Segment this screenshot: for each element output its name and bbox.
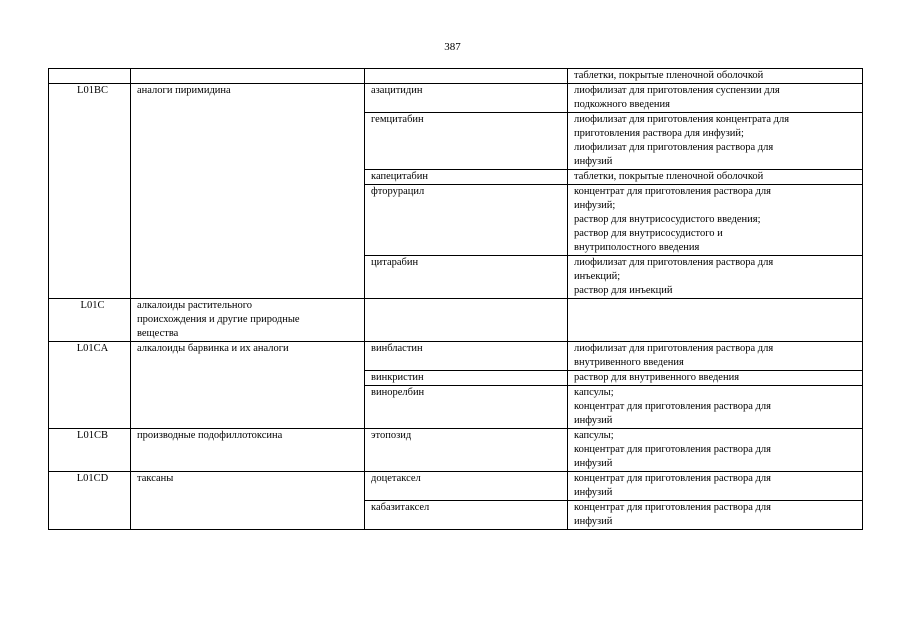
dosage-form-line: раствор для внутрисосудистого введения; [574, 214, 761, 225]
dosage-forms-cell [568, 113, 863, 170]
dosage-form-line: приготовления раствора для инфузий; [574, 128, 744, 139]
group-cell [131, 501, 365, 530]
table-row [49, 472, 863, 501]
dosage-form-line: таблетки, покрытые пленочной оболочкой [574, 171, 764, 182]
table-row [49, 501, 863, 530]
drug-name-cell [365, 299, 568, 342]
dosage-form-line: инфузий [574, 415, 613, 426]
dosage-form-line: инфузий [574, 516, 613, 527]
group-cell [131, 299, 365, 342]
atc-code-cell: L01CA [49, 342, 131, 371]
dosage-form-line: инфузий [574, 156, 613, 167]
dosage-form-line: раствор для внутрисосудистого и [574, 228, 723, 239]
atc-code-cell [49, 371, 131, 386]
drug-name-cell: винорелбин [365, 386, 568, 429]
dosage-forms-cell [568, 429, 863, 472]
drug-name-cell [365, 69, 568, 84]
drug-name-cell: доцетаксел [365, 472, 568, 501]
table-row [49, 299, 863, 342]
dosage-form-line: инъекций; [574, 271, 621, 282]
dosage-form-line: концентрат для приготовления раствора для [574, 401, 771, 412]
atc-code-cell: L01CB [49, 429, 131, 472]
dosage-form-line: концентрат для приготовления раствора для [574, 444, 771, 455]
dosage-form-line: подкожного введения [574, 99, 670, 110]
drug-name-cell: этопозид [365, 429, 568, 472]
dosage-form-line: лиофилизат для приготовления концентрата для [574, 114, 790, 125]
dosage-forms-cell [568, 185, 863, 256]
table-row [49, 69, 863, 84]
atc-code-cell [49, 69, 131, 84]
atc-code-cell [49, 170, 131, 185]
dosage-forms-cell [568, 256, 863, 299]
dosage-forms-cell [568, 371, 863, 386]
drug-classification-table [48, 68, 863, 530]
table-row [49, 256, 863, 299]
group-cell [131, 84, 365, 113]
atc-code-cell: L01BC [49, 84, 131, 113]
group-cell [131, 429, 365, 472]
dosage-form-line: раствор для внутривенного введения [574, 372, 740, 383]
group-name-line: таксаны [137, 473, 174, 484]
atc-code-cell [49, 113, 131, 170]
drug-name-cell: винкристин [365, 371, 568, 386]
table-row [49, 113, 863, 170]
group-name-line: алкалоиды растительного [137, 300, 253, 311]
dosage-forms-cell [568, 472, 863, 501]
dosage-form-line: инфузий [574, 458, 613, 469]
group-cell [131, 185, 365, 256]
dosage-form-line: капсулы; [574, 430, 614, 441]
dosage-form-line: капсулы; [574, 387, 614, 398]
dosage-forms-cell [568, 84, 863, 113]
group-cell [131, 69, 365, 84]
dosage-form-line: таблетки, покрытые пленочной оболочкой [574, 70, 764, 81]
dosage-form-line: лиофилизат для приготовления раствора для [574, 257, 774, 268]
drug-name-cell: кабазитаксел [365, 501, 568, 530]
dosage-form-line: внутривенного введения [574, 357, 684, 368]
group-name-line: происхождения и другие природные [137, 314, 300, 325]
dosage-form-line: концентрат для приготовления раствора для [574, 473, 771, 484]
group-name-line: вещества [137, 328, 179, 339]
drug-name-cell: капецитабин [365, 170, 568, 185]
drug-name-cell: фторурацил [365, 185, 568, 256]
group-cell [131, 170, 365, 185]
dosage-forms-cell [568, 342, 863, 371]
dosage-forms-cell [568, 170, 863, 185]
atc-code-cell [49, 185, 131, 256]
dosage-form-line: инфузий; [574, 200, 616, 211]
dosage-forms-cell [568, 501, 863, 530]
table-row [49, 429, 863, 472]
page-number: 387 [444, 41, 461, 53]
dosage-form-line: инфузий [574, 487, 613, 498]
drug-name-cell: азацитидин [365, 84, 568, 113]
group-cell [131, 371, 365, 386]
dosage-form-line: лиофилизат для приготовления суспензии для [574, 85, 780, 96]
group-cell [131, 113, 365, 170]
group-name-line: производные подофиллотоксина [137, 430, 283, 441]
group-name-line: аналоги пиримидина [137, 85, 231, 96]
group-cell [131, 386, 365, 429]
drug-name-cell: цитарабин [365, 256, 568, 299]
dosage-form-line: концентрат для приготовления раствора для [574, 186, 771, 197]
table-row [49, 84, 863, 113]
table-row [49, 170, 863, 185]
drug-name-cell: винбластин [365, 342, 568, 371]
dosage-form-line: лиофилизат для приготовления раствора для [574, 343, 774, 354]
atc-code-cell [49, 501, 131, 530]
dosage-forms-cell [568, 69, 863, 84]
atc-code-cell: L01CD [49, 472, 131, 501]
table-row [49, 386, 863, 429]
atc-code-cell [49, 386, 131, 429]
dosage-forms-cell [568, 299, 863, 342]
atc-code-cell: L01C [49, 299, 131, 342]
dosage-form-line: концентрат для приготовления раствора для [574, 502, 771, 513]
group-cell [131, 256, 365, 299]
table-row [49, 185, 863, 256]
dosage-form-line: лиофилизат для приготовления раствора для [574, 142, 774, 153]
table-row [49, 371, 863, 386]
dosage-form-line: раствор для инъекций [574, 285, 673, 296]
drug-name-cell: гемцитабин [365, 113, 568, 170]
dosage-form-line: внутриполостного введения [574, 242, 700, 253]
group-cell [131, 342, 365, 371]
table-row [49, 342, 863, 371]
atc-code-cell [49, 256, 131, 299]
group-cell [131, 472, 365, 501]
group-name-line: алкалоиды барвинка и их аналоги [137, 343, 289, 354]
dosage-forms-cell [568, 386, 863, 429]
